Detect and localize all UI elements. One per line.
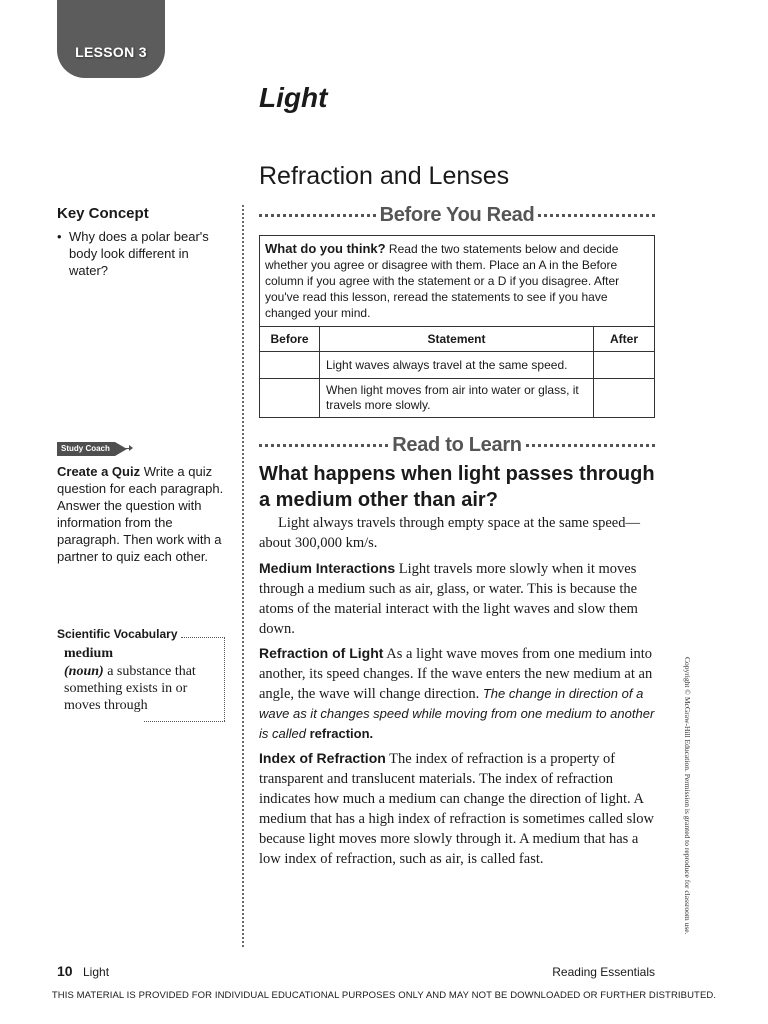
col-header-statement: Statement (320, 327, 594, 352)
after-cell[interactable] (594, 379, 655, 418)
paragraph-heading: Medium Interactions (259, 560, 396, 576)
prompt-text: Read the two statements below and decide whether you agree or disagree with them. Place an A in the Before column if you agree with the statement or a D if you disagree. After you've read this lesson, reread the statements to see if you have changed your mind. (265, 242, 620, 320)
key-concept-heading: Key Concept (57, 205, 149, 222)
vocabulary-part-of-speech: (noun) (64, 664, 104, 679)
banner-dots-left (259, 214, 376, 217)
read-to-learn-banner (259, 434, 655, 457)
vocabulary-definition (64, 663, 222, 714)
page-number: 10 (57, 963, 73, 979)
col-header-before: Before (260, 327, 320, 352)
paragraph-index-of-refraction (259, 748, 657, 869)
lesson-tab-label: LESSON 3 (75, 44, 147, 60)
paragraph-text: As a light wave moves from one medium into another, its speed changes. If the wave enters the new medium at an angle, the wave will change direction. (259, 646, 653, 702)
table-row (260, 352, 655, 379)
paragraph-heading: Index of Refraction (259, 750, 386, 766)
intro-paragraph: Light always travels through empty space at the same speed—about 300,000 km/s. (259, 515, 640, 551)
banner-dots-right (526, 444, 655, 447)
vocabulary-definition-text: a substance that something exists in or moves through (64, 664, 196, 713)
lesson-title: Light (259, 82, 328, 113)
study-coach-text: Write a quiz question for each paragraph. Answer the question with information from the paragraph. Then work with a partner to quiz each other. (57, 464, 224, 564)
study-coach-title: Create a Quiz (57, 464, 141, 479)
column-divider (242, 205, 244, 947)
copyright-notice: Copyright © McGraw-Hill Education. Permission is granted to reproduce for classroom use. (683, 657, 692, 935)
key-concept-item: • Why does a polar bear's body look different in water? (57, 228, 227, 279)
before-cell[interactable] (260, 379, 320, 418)
read-to-learn-label: Read to Learn (392, 434, 522, 456)
statement-cell: Light waves always travel at the same speed. (320, 352, 594, 379)
vocabulary-term: medium (64, 646, 113, 661)
lesson-tab (57, 0, 165, 78)
vocabulary-border-bottom (144, 721, 225, 722)
before-you-read-banner (259, 204, 655, 227)
paragraph-refraction-of-light (259, 643, 657, 744)
anticipation-prompt (260, 236, 655, 327)
table-row (260, 379, 655, 418)
before-cell[interactable] (260, 352, 320, 379)
paragraph-medium-interactions (259, 558, 657, 639)
before-you-read-label: Before You Read (379, 204, 535, 226)
vocabulary-heading: Scientific Vocabulary (57, 627, 178, 641)
study-coach-body (57, 463, 229, 565)
key-concept-list (57, 228, 227, 279)
after-cell[interactable] (594, 352, 655, 379)
prompt-bold: What do you think? (265, 241, 386, 256)
study-coach-arrow-icon (129, 445, 133, 451)
read-to-learn-heading: What happens when light passes through a medium other than air? (259, 463, 655, 511)
banner-dots-left (259, 444, 388, 447)
footer-page-title: Light (83, 965, 110, 979)
study-coach-tag-tip (115, 442, 127, 456)
anticipation-table (259, 235, 655, 418)
refraction-definition: The change in direction of a wave as it changes speed while moving from one medium to another is called (259, 686, 655, 741)
paragraph-text: The index of refraction is a property of transparent and translucent materials. The index of refraction indicates how much a medium can change the direction of light. A medium that has a high index of refraction is sometimes called slow because light moves more slowly through it. A medium that has a low index of refraction, such as air, is called fast. (259, 751, 655, 867)
distribution-disclaimer: THIS MATERIAL IS PROVIDED FOR INDIVIDUAL EDUCATIONAL PURPOSES ONLY AND MAY NOT BE DOWNLOADED OR FURTHER DISTRIBUTED. (51, 990, 717, 1001)
vocabulary-border-right (224, 637, 225, 721)
section-title: Refraction and Lenses (259, 162, 510, 190)
statement-cell: When light moves from air into water or glass, it travels more slowly. (320, 379, 594, 418)
paragraph-heading: Refraction of Light (259, 645, 384, 661)
footer-book-title: Reading Essentials (552, 965, 655, 979)
paragraph-text: Light travels more slowly when it moves through a medium such as air, glass, or water. This is because the atoms of the material interact with the light waves and slow them down. (259, 561, 638, 637)
vocabulary-border-top (181, 637, 225, 638)
banner-dots-right (538, 214, 655, 217)
refraction-term: refraction. (309, 726, 374, 741)
col-header-after: After (594, 327, 655, 352)
study-coach-tag: Study Coach (57, 442, 115, 456)
